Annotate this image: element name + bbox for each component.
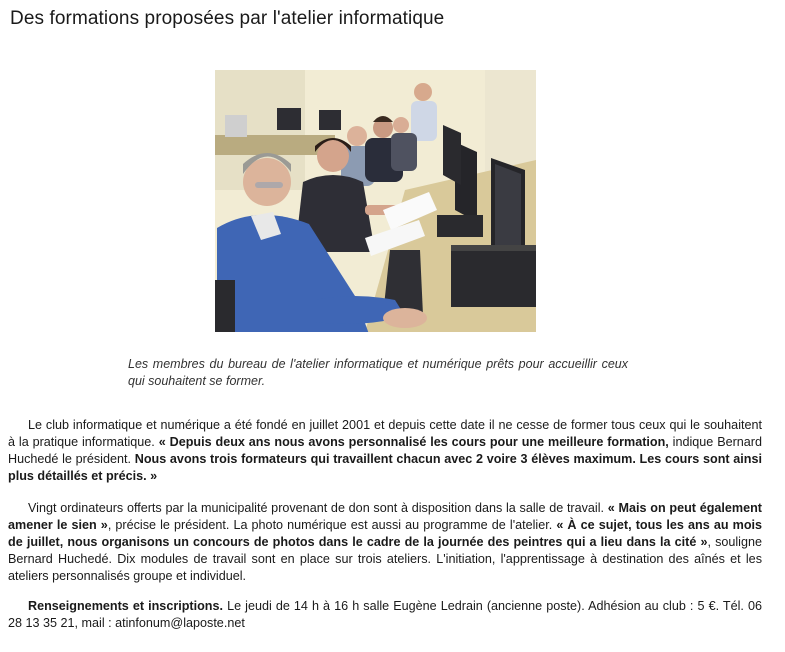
p1-quote-2: Nous avons trois formateurs qui travaillent chacun avec 2 voire 3 élèves maximum. Les cours sont ainsi plus détaillés et précis. » — [8, 452, 763, 483]
p1-text-1: Le club informatique et numérique a été fondé en juillet 2001 et depuis cette date il ne cesse de former tous ceux qui le souhaitent à la pratique informatique. — [8, 418, 762, 449]
article-title: Des formations proposées par l'atelier informatique — [10, 8, 445, 29]
p2-text-2: , précise le président. La photo numérique est aussi au programme de l'atelier. — [107, 518, 557, 532]
p2-quote-2: « À ce sujet, tous les ans au mois de juillet, nous organisons un concours de photos dans le cadre de la journée des peintres qui a lieu dans la cité » — [8, 518, 763, 549]
p3-text: Le jeudi de 14 h à 16 h salle Eugène Ledrain (ancienne poste). Adhésion au club : 5 €. Tél. 06 28 13 35 21, mail : atinfonum@laposte.net — [8, 599, 762, 630]
photo-tower — [451, 245, 536, 307]
p2-text-3: , souligne Bernard Huchedé. Dix modules de travail sont en place sur trois ateliers. L'initiation, l'apprentissage à destination des aînés et les ateliers personnalisés groupe et individuel. — [8, 535, 762, 583]
paragraph-1 — [8, 417, 762, 485]
p1-text-2: indique Bernard Huchedé le président. — [8, 435, 762, 466]
p1-quote-1: « Depuis deux ans nous avons personnalisé les cours pour une meilleure formation, — [158, 435, 669, 449]
photo-monitor-back-1 — [277, 108, 301, 130]
photo-monitor-back-2 — [319, 110, 341, 130]
paragraph-3 — [8, 598, 762, 632]
p3-heading: Renseignements et inscriptions. — [28, 599, 223, 613]
paragraph-2 — [8, 500, 762, 585]
photo-caption: Les membres du bureau de l'atelier informatique et numérique prêts pour accueillir ceux qui souhaitent se former. — [128, 357, 628, 388]
p2-text-1: Vingt ordinateurs offerts par la municipalité provenant de don sont à disposition dans la salle de travail. — [28, 501, 608, 515]
p2-quote-1: « Mais on peut également amener le sien » — [8, 501, 762, 532]
article-photo — [215, 70, 536, 332]
